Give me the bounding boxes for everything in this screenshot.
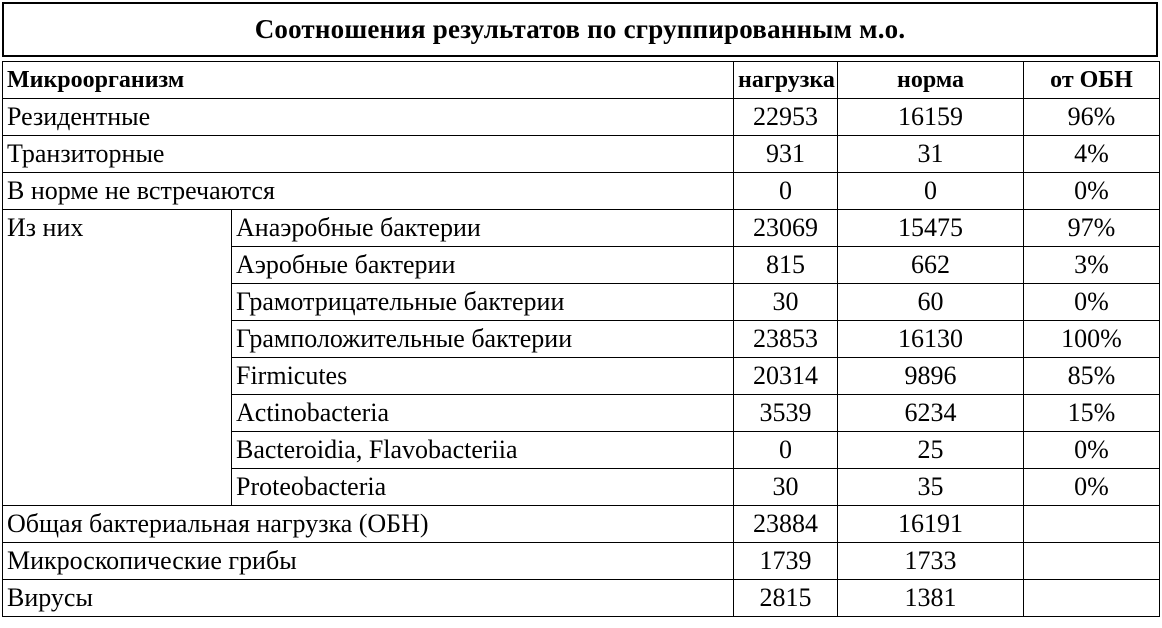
header-row <box>3 62 1160 99</box>
row-label: Вирусы <box>3 580 734 617</box>
row-label: Proteobacteria <box>232 469 734 506</box>
table-row <box>3 173 1160 210</box>
header-from-obn: от ОБН <box>1024 62 1160 99</box>
row-pct: 0% <box>1024 173 1160 210</box>
row-label: Резидентные <box>3 99 734 136</box>
row-pct <box>1024 580 1160 617</box>
row-load: 23884 <box>734 506 838 543</box>
row-pct: 0% <box>1024 469 1160 506</box>
row-label: Грамположительные бактерии <box>232 321 734 358</box>
row-label: Общая бактериальная нагрузка (ОБН) <box>3 506 734 543</box>
row-load: 22953 <box>734 99 838 136</box>
row-norm: 1733 <box>838 543 1024 580</box>
row-pct: 15% <box>1024 395 1160 432</box>
row-label: Bacteroidia, Flavobacteriia <box>232 432 734 469</box>
row-norm: 31 <box>838 136 1024 173</box>
row-load: 23069 <box>734 210 838 247</box>
row-label: Actinobacteria <box>232 395 734 432</box>
row-norm: 6234 <box>838 395 1024 432</box>
row-label: Анаэробные бактерии <box>232 210 734 247</box>
row-norm: 9896 <box>838 358 1024 395</box>
row-pct: 4% <box>1024 136 1160 173</box>
results-table <box>2 61 1160 617</box>
header-organism: Микроорганизм <box>3 62 734 99</box>
row-norm: 25 <box>838 432 1024 469</box>
table-row <box>3 506 1160 543</box>
row-load: 815 <box>734 247 838 284</box>
table-row <box>3 210 1160 247</box>
row-load: 30 <box>734 284 838 321</box>
row-pct: 3% <box>1024 247 1160 284</box>
row-load: 1739 <box>734 543 838 580</box>
row-pct <box>1024 543 1160 580</box>
row-norm: 1381 <box>838 580 1024 617</box>
row-label: Firmicutes <box>232 358 734 395</box>
row-pct: 0% <box>1024 284 1160 321</box>
row-pct: 96% <box>1024 99 1160 136</box>
row-norm: 16191 <box>838 506 1024 543</box>
row-pct <box>1024 506 1160 543</box>
group-label: Из них <box>3 210 232 506</box>
row-load: 0 <box>734 432 838 469</box>
row-norm: 662 <box>838 247 1024 284</box>
table-row <box>3 580 1160 617</box>
row-load: 931 <box>734 136 838 173</box>
row-pct: 97% <box>1024 210 1160 247</box>
table-row <box>3 543 1160 580</box>
table-title: Соотношения результатов по сгруппированным м.о. <box>2 2 1158 57</box>
row-load: 0 <box>734 173 838 210</box>
row-label: Транзиторные <box>3 136 734 173</box>
table-row <box>3 99 1160 136</box>
row-label: Микроскопические грибы <box>3 543 734 580</box>
row-norm: 0 <box>838 173 1024 210</box>
row-label: Грамотрицательные бактерии <box>232 284 734 321</box>
row-load: 3539 <box>734 395 838 432</box>
row-label: В норме не встречаются <box>3 173 734 210</box>
row-norm: 16130 <box>838 321 1024 358</box>
row-load: 20314 <box>734 358 838 395</box>
row-norm: 15475 <box>838 210 1024 247</box>
row-load: 30 <box>734 469 838 506</box>
row-norm: 35 <box>838 469 1024 506</box>
row-load: 23853 <box>734 321 838 358</box>
row-pct: 0% <box>1024 432 1160 469</box>
table-row <box>3 136 1160 173</box>
header-load: нагрузка <box>734 62 838 99</box>
row-pct: 85% <box>1024 358 1160 395</box>
header-norm: норма <box>838 62 1024 99</box>
row-load: 2815 <box>734 580 838 617</box>
row-pct: 100% <box>1024 321 1160 358</box>
row-norm: 16159 <box>838 99 1024 136</box>
row-norm: 60 <box>838 284 1024 321</box>
row-label: Аэробные бактерии <box>232 247 734 284</box>
